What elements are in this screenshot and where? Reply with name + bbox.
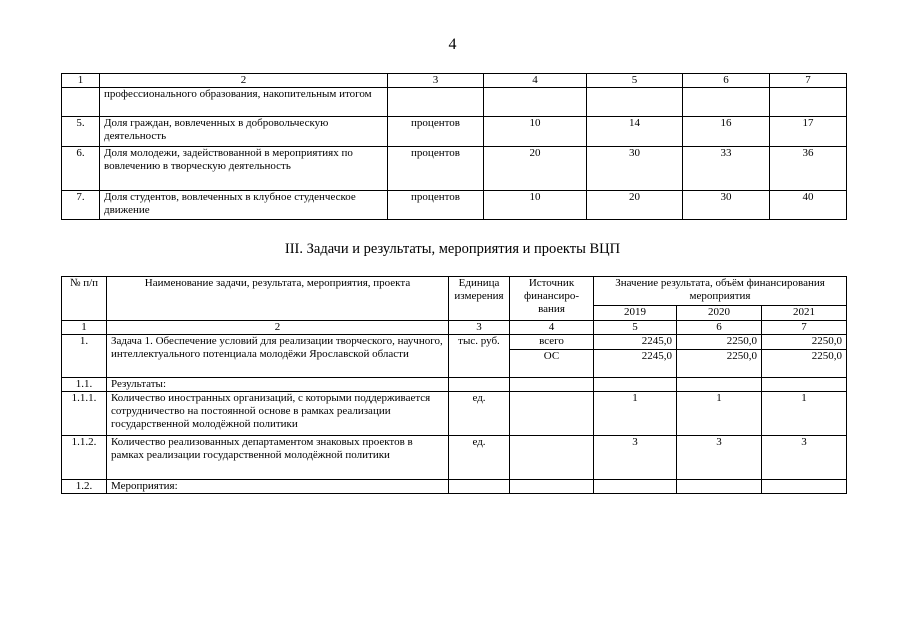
value-cell [683,88,770,117]
value-cell: 36 [770,147,847,191]
col-number: 7 [770,74,847,88]
value-cell: 2250,0 [677,335,762,350]
table-row [62,191,847,220]
section-label: Результаты: [107,378,449,392]
value-cell: 1 [677,392,762,436]
value-cell: 16 [683,117,770,147]
value-cell: 20 [484,147,587,191]
value-cell: 20 [587,191,683,220]
value-cell: 1 [594,392,677,436]
table-row [62,480,847,494]
value-cell: 10 [484,117,587,147]
indicator-name: Доля молодежи, задействованной в мероприятиях по вовлечению в творческую деятельность [100,147,388,191]
header-year: 2020 [677,306,762,321]
unit-cell: тыс. руб. [449,335,510,378]
value-cell: 10 [484,191,587,220]
col-number: 4 [484,74,587,88]
value-cell: 2250,0 [677,350,762,378]
unit-cell: процентов [388,117,484,147]
value-cell: 3 [677,436,762,480]
result-name: Количество иностранных организаций, с которыми поддерживается сотрудничество на постоянной основе в рамках реализации государственной молодёжной политики [107,392,449,436]
task-name: Задача 1. Обеспечение условий для реализации творческого, научного, интеллектуального потенциала молодёжи Ярославской области [107,335,449,378]
indicator-name: Доля граждан, вовлеченных в добровольческую деятельность [100,117,388,147]
header-value: Значение результата, объём финансирования мероприятия [594,277,847,306]
unit-cell [388,88,484,117]
col-number: 1 [62,321,107,335]
row-number: 1.1. [62,378,107,392]
value-cell: 30 [683,191,770,220]
table-row [62,147,847,191]
header-num: № п/п [62,277,107,321]
value-cell: 2250,0 [762,335,847,350]
column-numbers-row [62,74,847,88]
column-numbers-row [62,321,847,335]
indicators-table [61,73,847,220]
value-cell [587,88,683,117]
value-cell: 3 [594,436,677,480]
col-number: 5 [587,74,683,88]
header-year: 2021 [762,306,847,321]
row-number: 1.2. [62,480,107,494]
tasks-table [61,276,847,494]
table-row [62,335,847,350]
value-cell: 2245,0 [594,350,677,378]
value-cell: 3 [762,436,847,480]
unit-cell: ед. [449,436,510,480]
col-number: 2 [100,74,388,88]
source-cell: ОС [510,350,594,378]
col-number: 5 [594,321,677,335]
value-cell [770,88,847,117]
section-label: Мероприятия: [107,480,449,494]
col-number: 6 [677,321,762,335]
header-year: 2019 [594,306,677,321]
unit-cell: ед. [449,392,510,436]
section-title: III. Задачи и результаты, мероприятия и проекты ВЦП [284,241,621,257]
col-number: 4 [510,321,594,335]
indicator-name: профессионального образования, накопительным итогом [100,88,388,117]
table-row [62,88,847,117]
col-number: 2 [107,321,449,335]
unit-cell: процентов [388,147,484,191]
unit-cell: процентов [388,191,484,220]
value-cell: 14 [587,117,683,147]
row-number: 6. [62,147,100,191]
col-number: 6 [683,74,770,88]
table-header-row [62,277,847,306]
indicator-name: Доля студентов, вовлеченных в клубное студенческое движение [100,191,388,220]
table-row [62,436,847,480]
header-unit: Единица измерения [449,277,510,321]
table-row [62,117,847,147]
value-cell: 1 [762,392,847,436]
col-number: 3 [449,321,510,335]
value-cell [484,88,587,117]
row-number: 7. [62,191,100,220]
value-cell: 2245,0 [594,335,677,350]
value-cell: 33 [683,147,770,191]
row-number [62,88,100,117]
row-number: 1. [62,335,107,378]
value-cell: 30 [587,147,683,191]
table-row [62,392,847,436]
header-name: Наименование задачи, результата, мероприятия, проекта [107,277,449,321]
col-number: 3 [388,74,484,88]
col-number: 1 [62,74,100,88]
row-number: 1.1.1. [62,392,107,436]
result-name: Количество реализованных департаментом знаковых проектов в рамках реализации государственной молодёжной политики [107,436,449,480]
col-number: 7 [762,321,847,335]
header-source: Источник финансиро-вания [510,277,594,321]
value-cell: 2250,0 [762,350,847,378]
row-number: 1.1.2. [62,436,107,480]
row-number: 5. [62,117,100,147]
value-cell: 17 [770,117,847,147]
page-number: 4 [448,36,457,53]
table-row [62,378,847,392]
value-cell: 40 [770,191,847,220]
source-cell: всего [510,335,594,350]
